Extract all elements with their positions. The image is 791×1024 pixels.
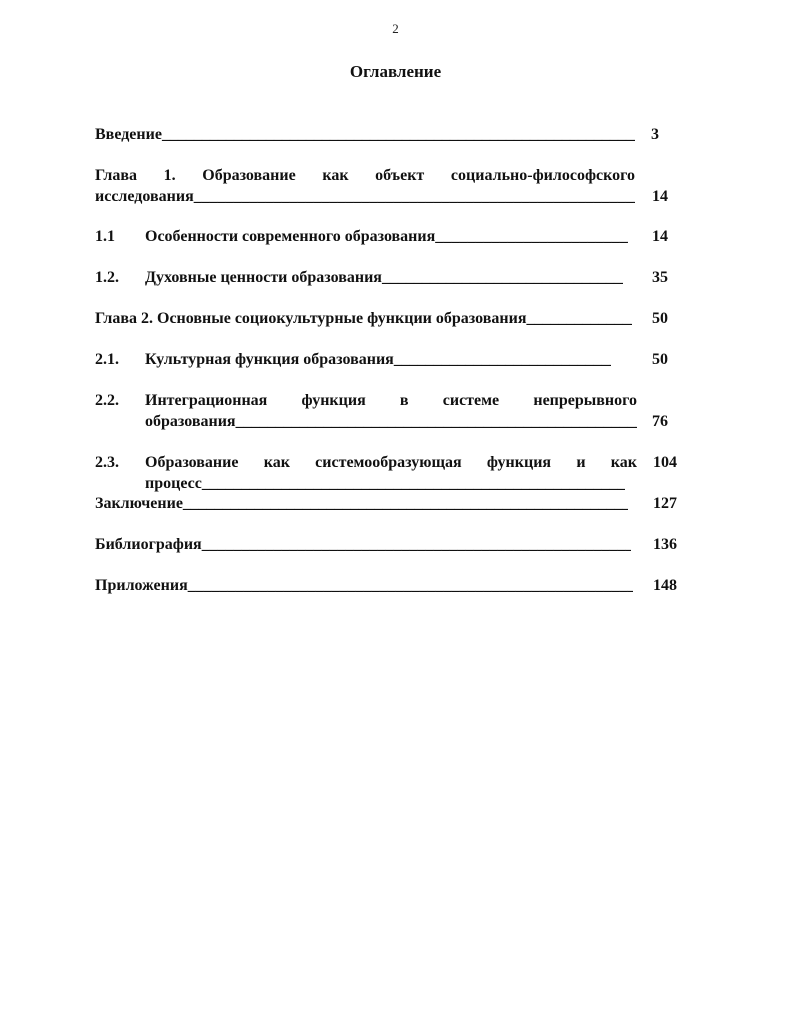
toc-entry-title-line-1: Образование как системообразующая функция и как	[145, 454, 637, 471]
toc-entry-title-line-2: образования _____	[145, 411, 637, 432]
toc-entry-number: 1.1	[95, 228, 115, 245]
toc-entry-number: 2.2.	[95, 392, 119, 409]
toc-entry-page: 14	[652, 228, 668, 245]
toc-entry-page: 76	[652, 413, 668, 430]
toc-entry-title-line-1: Глава 1. Образование как объект социально-философского	[95, 167, 635, 184]
toc-entry-page: 50	[652, 351, 668, 368]
toc-entry-title: Глава 2. Основные социокультурные функции образования _____	[95, 308, 632, 329]
toc-entry-title-line-2: процесс _____	[145, 473, 625, 494]
page-number: 2	[392, 21, 399, 36]
toc-entry-page: 3	[651, 126, 659, 143]
toc-entry-page: 148	[653, 577, 677, 594]
toc-entry-title: Введение _____	[95, 124, 635, 145]
toc-entry-page: 127	[653, 495, 677, 512]
toc-entry-page: 136	[653, 536, 677, 553]
toc-entry-title-line-2: исследования _____	[95, 186, 635, 207]
toc-title: Оглавление	[349, 62, 442, 81]
toc-entry-number: 1.2.	[95, 269, 119, 286]
toc-entry-page: 35	[652, 269, 668, 286]
toc-entry-page: 14	[652, 188, 668, 205]
toc-entry-title-line-1: Интеграционная функция в системе непрерывного	[145, 392, 637, 409]
toc-entry-title: Приложения _____	[95, 575, 633, 596]
toc-entry-page: 104	[653, 454, 677, 471]
toc-entry-title: Библиография _____	[95, 534, 631, 555]
toc-entry-number: 2.1.	[95, 351, 119, 368]
toc-entry-number: 2.3.	[95, 454, 119, 471]
toc-entry-title: Заключение _____	[95, 493, 628, 514]
toc-entry-title: Духовные ценности образования _____	[145, 267, 623, 288]
toc-entry-title: Культурная функция образования _____	[145, 349, 611, 370]
toc-entry-page: 50	[652, 310, 668, 327]
toc-entry-title: Особенности современного образования _____	[145, 226, 628, 247]
